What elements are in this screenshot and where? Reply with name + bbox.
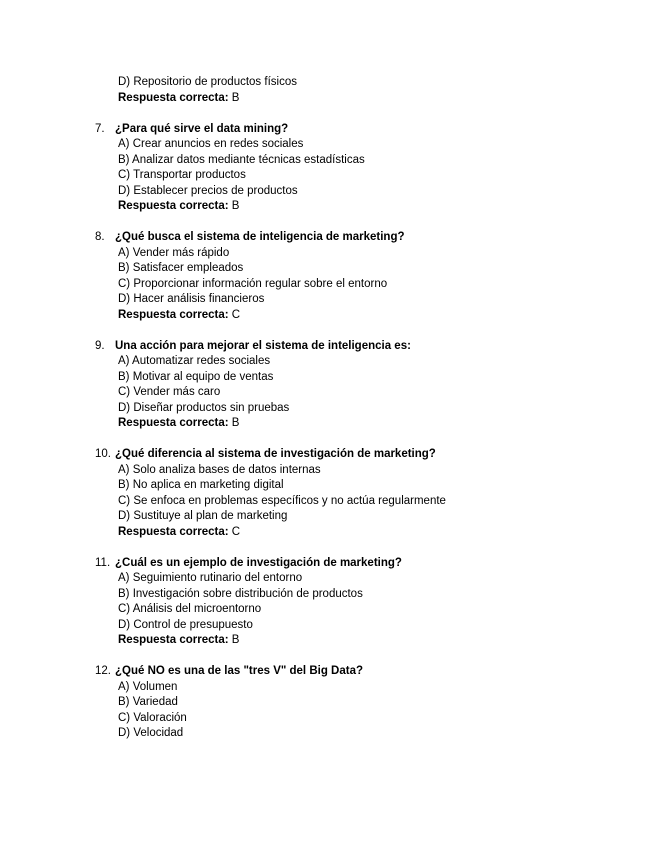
option-c: C) Se enfoca en problemas específicos y no actúa regularmente xyxy=(118,494,446,507)
question-number: 7. xyxy=(95,122,105,135)
correct-answer xyxy=(0,91,655,107)
question-text: 8. ¿Qué busca el sistema de inteligencia de marketing? xyxy=(0,230,655,246)
question-number: 10. xyxy=(95,448,111,460)
answer-value: C xyxy=(231,308,241,321)
option-b: B) Variedad xyxy=(118,696,178,708)
option-c: C) Proporcionar información regular sobre el entorno xyxy=(118,277,388,290)
question-number: 11. xyxy=(95,556,111,569)
answer-value: B xyxy=(231,200,240,212)
option-d: D) Establecer precios de productos xyxy=(118,184,298,197)
answer-value: B xyxy=(231,634,240,646)
question-text: 11. ¿Cuál es un ejemplo de investigación de marketing? xyxy=(0,556,655,572)
answer-value: B xyxy=(231,91,240,104)
option-d: D) Control de presupuesto xyxy=(118,618,253,631)
question-block-12 xyxy=(0,664,655,742)
answer-label: Respuesta correcta: xyxy=(118,417,229,429)
option-d: D) Hacer análisis financieros xyxy=(118,293,265,305)
question-block-8 xyxy=(0,230,655,323)
question-text: 12. ¿Qué NO es una de las "tres V" del Big Data? xyxy=(0,664,655,680)
correct-answer xyxy=(0,416,655,432)
answer-value: C xyxy=(231,525,241,538)
option-a: A) Vender más rápido xyxy=(118,246,230,259)
option-b: B) Satisfacer empleados xyxy=(118,262,244,274)
option-c: C) Análisis del microentorno xyxy=(118,603,262,615)
correct-answer xyxy=(0,525,655,541)
option-b: B) Analizar datos mediante técnicas estadísticas xyxy=(118,153,365,166)
option-a: A) Volumen xyxy=(118,680,178,693)
option-a: A) Crear anuncios en redes sociales xyxy=(118,138,304,150)
option-d: D) Repositorio de productos físicos xyxy=(118,76,297,88)
answer-label: Respuesta correcta: xyxy=(118,525,229,538)
option-a: A) Solo analiza bases de datos internas xyxy=(118,463,321,476)
question-block-7 xyxy=(0,122,655,215)
question-block-10 xyxy=(0,447,655,540)
question-number: 9. xyxy=(95,339,105,352)
question-text: 7. ¿Para qué sirve el data mining? xyxy=(0,122,655,138)
question-block-11 xyxy=(0,556,655,649)
answer-label: Respuesta correcta: xyxy=(118,634,229,646)
answer-label: Respuesta correcta: xyxy=(118,308,229,321)
correct-answer xyxy=(0,199,655,215)
option-c: C) Transportar productos xyxy=(118,169,246,181)
option-a: A) Automatizar redes sociales xyxy=(118,355,271,367)
option-d: D) Sustituye al plan de marketing xyxy=(118,510,288,522)
option-a: A) Seguimiento rutinario del entorno xyxy=(118,572,303,584)
answer-label: Respuesta correcta: xyxy=(118,91,229,104)
option-d: D) Diseñar productos sin pruebas xyxy=(118,401,290,414)
option-b: B) Investigación sobre distribución de productos xyxy=(118,587,363,600)
option-d: D) Velocidad xyxy=(118,727,184,739)
document-page xyxy=(0,75,655,742)
correct-answer xyxy=(0,308,655,324)
option-b: B) No aplica en marketing digital xyxy=(118,479,284,491)
correct-answer xyxy=(0,633,655,649)
question-block-6-continued xyxy=(0,75,655,106)
question-number: 12. xyxy=(95,665,111,677)
question-number: 8. xyxy=(95,231,105,243)
option-c: C) Vender más caro xyxy=(118,386,221,398)
option-b: B) Motivar al equipo de ventas xyxy=(118,370,274,383)
question-text: 9. Una acción para mejorar el sistema de inteligencia es: xyxy=(0,339,655,355)
option-c: C) Valoración xyxy=(118,711,187,724)
question-block-9 xyxy=(0,339,655,432)
answer-label: Respuesta correcta: xyxy=(118,200,229,212)
answer-value: B xyxy=(231,417,240,429)
question-text: 10. ¿Qué diferencia al sistema de investigación de marketing? xyxy=(0,447,655,463)
